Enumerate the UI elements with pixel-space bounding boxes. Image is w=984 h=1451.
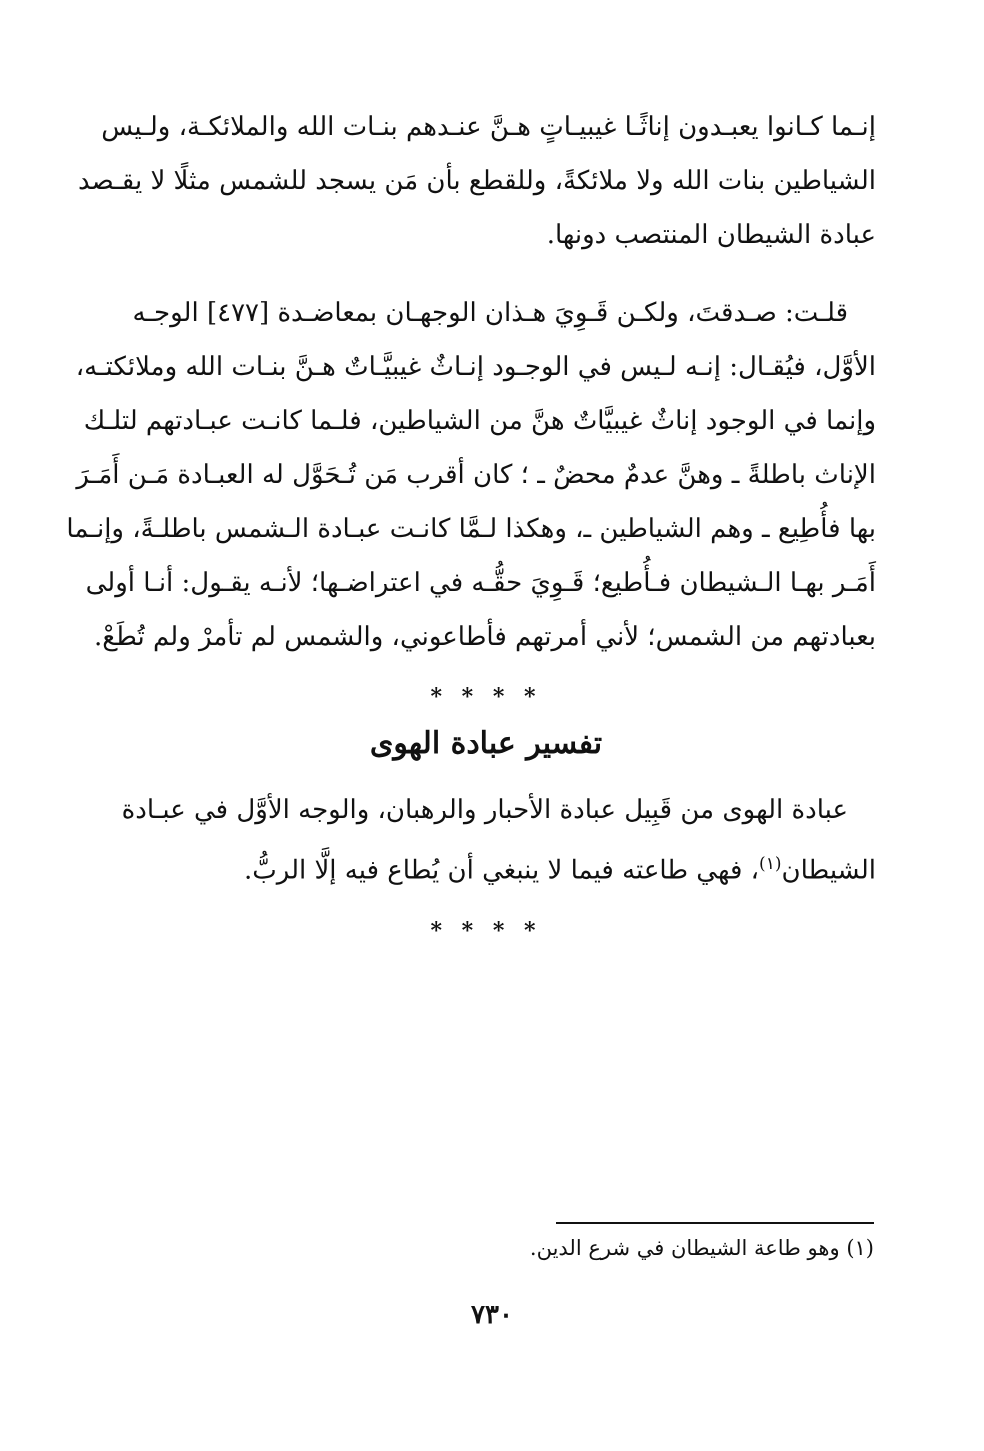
footnote-text: وهو طاعة الشيطان في شرع الدين. (529, 1236, 840, 1260)
page-body (66, 100, 876, 960)
paragraph-text: الشيطان (781, 855, 876, 886)
footnote (530, 1236, 874, 1260)
paragraph-line: إنـما كـانوا يعبـدون إناثًـا غيبيـاتٍ هـنَّ عنـدهم بنـات الله والملائكـة، ولـيس (101, 112, 876, 142)
paragraph-line: الأوَّل، فيُقـال: إنـه لـيس في الوجـود إنـاثٌ غيبيَّـاتٌ هـنَّ بنـات الله وملائكتـه، (75, 352, 876, 382)
paragraph-line: بها فأُطِيع ـ وهم الشياطين ـ، وهكذا لـمَّا كانـت عبـادة الـشمس باطلـةً، وإنـما (66, 514, 876, 544)
paragraph-line: أَمَـر بهـا الـشيطان فـأُطيع؛ قَـوِيَ حقُّـه في اعتراضـها؛ لأنـه يقـول: أنـا أولى (85, 568, 876, 598)
section-heading: تفسير عبادة الهوى (369, 726, 603, 761)
footnote-marker: (١) (846, 1236, 874, 1260)
section-separator: * * * * (430, 684, 542, 710)
paragraph-2 (66, 286, 876, 664)
footnote-divider (556, 1222, 874, 1224)
paragraph-line (96, 837, 876, 898)
paragraph-line: عبادة الهوى من قَبِيل عبادة الأحبار والرهبان، والوجه الأوَّل في عبـادة (121, 795, 848, 825)
paragraph-line: الشياطين بنات الله ولا ملائكةً، وللقطع بأن مَن يسجد للشمس مثلًا لا يقـصد (78, 166, 876, 196)
footnote-reference[interactable]: (١) (759, 854, 782, 874)
paragraph-line: الإناث باطلةً ـ وهنَّ عدمٌ محضٌ ـ ؛ كان أقرب مَن تُـحَوَّل له العبـادة مَـن أَمَـرَ (76, 460, 876, 490)
section-separator: * * * * (430, 917, 542, 944)
paragraph-line: بعبادتهم من الشمس؛ لأني أمرتهم فأطاعوني، والشمس لم تأمرْ ولم تُطَعْ. (94, 622, 876, 652)
paragraph-3 (96, 783, 876, 898)
paragraph-line: قلـت: صـدقتَ، ولكـن قَـوِيَ هـذان الوجهـان بمعاضـدة [٤٧٧] الوجـه (132, 298, 848, 328)
paragraph-line: وإنما في الوجود إناثٌ غيبيَّاتٌ هنَّ من الشياطين، فلـما كانـت عبـادتهم لتلـك (83, 406, 876, 436)
paragraph-text: ، فهي طاعته فيما لا ينبغي أن يُطاع فيه إلَّا الربُّ. (243, 855, 760, 886)
paragraph-line: عبادة الشيطان المنتصب دونها. (546, 220, 876, 250)
page-number: ٧٣٠ (471, 1300, 513, 1330)
paragraph-1 (78, 100, 876, 262)
